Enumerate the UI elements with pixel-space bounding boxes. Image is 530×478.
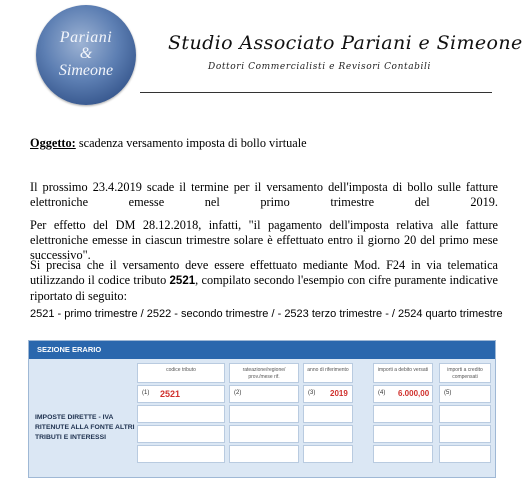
cell-anno-empty[interactable] — [303, 425, 353, 443]
subject-label: Oggetto: — [30, 136, 76, 150]
cell-anno-empty[interactable] — [303, 445, 353, 463]
tax-code-inline: 2521 — [169, 275, 196, 287]
cell-anno-empty[interactable] — [303, 405, 353, 423]
logo-line-1: Pariani — [59, 29, 113, 46]
cell-debito-empty[interactable] — [373, 425, 433, 443]
col-codice-tributo — [137, 363, 225, 477]
logo-line-2: & — [79, 45, 93, 62]
cell-num-5: (5) — [444, 390, 452, 396]
cell-credito-empty[interactable] — [439, 405, 491, 423]
col-head-credito: importi a credito compensati — [439, 363, 491, 383]
cell-rateazione-empty[interactable] — [229, 445, 299, 463]
header-divider — [140, 92, 492, 93]
cell-num-1: (1) — [142, 390, 150, 396]
cell-num-2: (2) — [234, 390, 242, 396]
subject-text: scadenza versamento imposta di bollo virtuale — [75, 136, 307, 150]
importo-value: 6.000,00 — [398, 389, 430, 398]
cell-debito-empty[interactable] — [373, 405, 433, 423]
paragraph-3 — [30, 258, 498, 304]
cell-codice-empty[interactable] — [137, 445, 225, 463]
cell-credito[interactable] — [439, 385, 491, 403]
cell-rateazione-empty[interactable] — [229, 425, 299, 443]
logo-line-3: Simeone — [58, 62, 114, 79]
col-head-anno: anno di riferimento — [303, 363, 353, 383]
cell-rateazione[interactable] — [229, 385, 299, 403]
cell-credito-empty[interactable] — [439, 425, 491, 443]
cell-credito-empty[interactable] — [439, 445, 491, 463]
anno-value: 2019 — [330, 389, 348, 398]
subject-line — [30, 136, 498, 151]
cell-anno[interactable] — [303, 385, 353, 403]
cell-num-4: (4) — [378, 390, 386, 396]
paragraph-3-start: Si precisa che il versamento deve essere effettuato mediante Mod. F24 in via telematica utilizzando il codice tributo — [30, 258, 498, 287]
cell-codice-empty[interactable] — [137, 405, 225, 423]
studio-logo — [36, 5, 136, 105]
form-side-label: IMPOSTE DIRETTE - IVA RITENUTE ALLA FONTE ALTRI TRIBUTI E INTERESSI — [35, 414, 135, 441]
f24-form — [28, 340, 496, 478]
cell-debito-empty[interactable] — [373, 445, 433, 463]
cell-rateazione-empty[interactable] — [229, 405, 299, 423]
col-rateazione — [229, 363, 299, 477]
paragraph-3-end: , compilato secondo l'esempio con cifre puramente indicative riportato di seguito: — [30, 273, 498, 303]
col-credito — [439, 363, 491, 477]
cell-codice[interactable] — [137, 385, 225, 403]
codice-value: 2521 — [160, 389, 181, 399]
col-head-rateazione: rateazione/regione/ prov./mese rif. — [229, 363, 299, 383]
form-section-title: SEZIONE ERARIO — [29, 341, 495, 359]
tax-codes-list: 2521 - primo trimestre / 2522 - secondo trimestre / - 2523 terzo trimestre - / 2524 quarto trimestre — [30, 308, 503, 320]
col-head-codice: codice tributo — [137, 363, 225, 383]
col-anno — [303, 363, 353, 477]
paragraph-1: Il prossimo 23.4.2019 scade il termine per il versamento dell'imposta di bollo sulle fatture elettroniche emesse nel primo trimestre del 2019. — [30, 180, 498, 209]
col-head-debito: importi a debito versati — [373, 363, 433, 383]
studio-subtitle: Dottori Commercialisti e Revisori Contabili — [208, 62, 431, 72]
cell-debito[interactable] — [373, 385, 433, 403]
paragraph-2: Per effetto del DM 28.12.2018, infatti, "il pagamento dell'imposta relativa alle fatture elettroniche emesse in ciascun trimestre solare è effettuato entro il giorno 20 del primo mese successivo". — [30, 218, 498, 262]
studio-name: Studio Associato Pariani e Simeone — [168, 32, 523, 54]
cell-num-3: (3) — [308, 390, 316, 396]
col-debito — [373, 363, 433, 477]
cell-codice-empty[interactable] — [137, 425, 225, 443]
